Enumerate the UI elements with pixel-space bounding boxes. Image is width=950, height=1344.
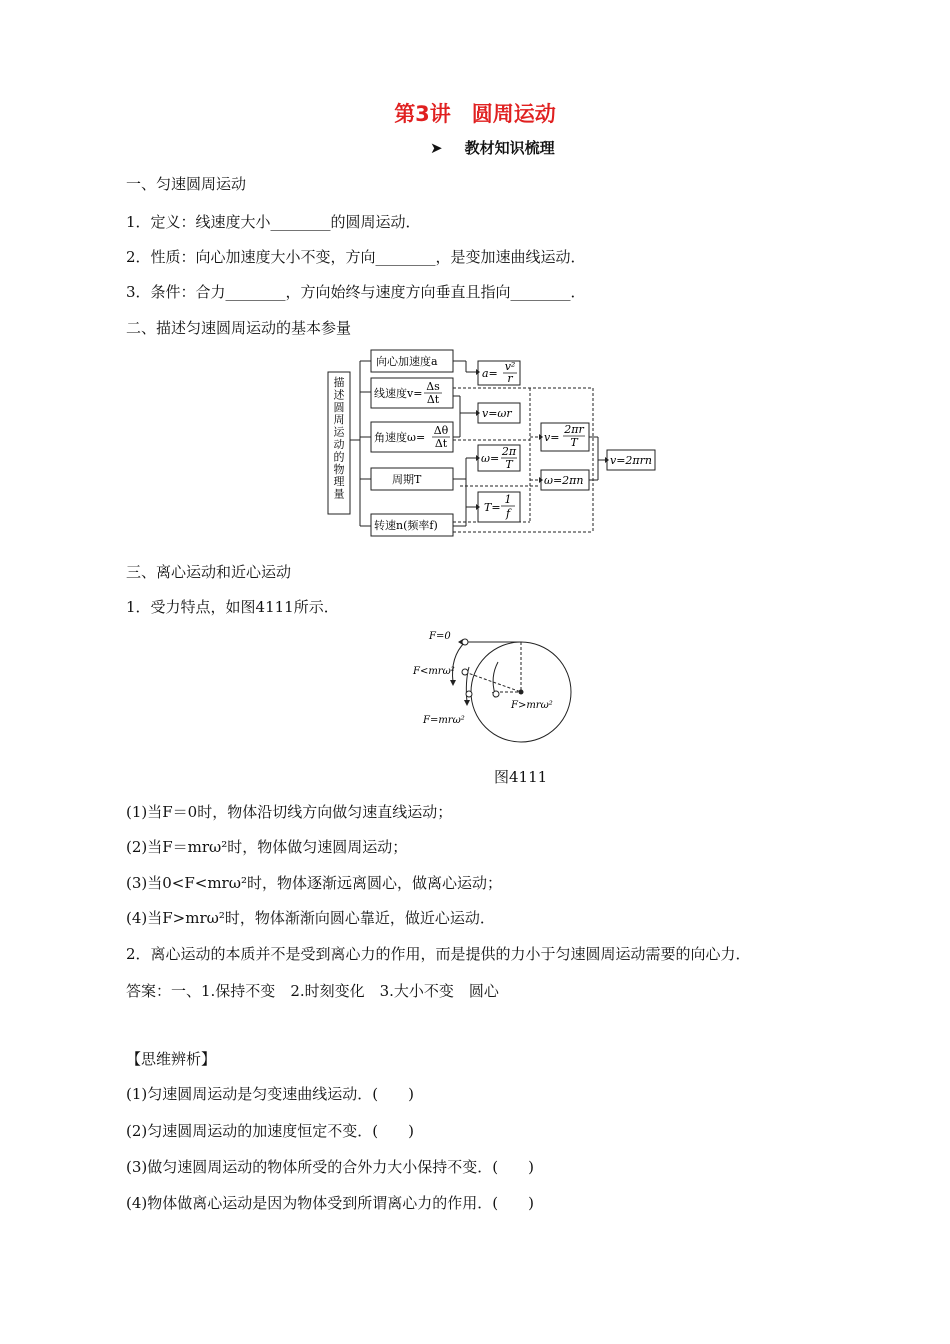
figure-caption: 图4111 [494, 768, 548, 786]
section1-item: 1．定义：线速度大小________的圆周运动． [126, 213, 421, 231]
label-angular-velocity: 角速度ω= [374, 431, 426, 444]
case-item: (1)当F＝0时，物体沿切线方向做匀速直线运动； [126, 803, 453, 821]
formula-T-f-num: 1 [504, 493, 512, 506]
formula-a: a= [482, 367, 498, 380]
section1-heading: 一、匀速圆周运动 [126, 175, 247, 193]
label-v-numerator: Δs [426, 380, 440, 393]
section3-item1: 1．受力特点，如图4111所示． [126, 598, 339, 616]
section-subtitle [430, 137, 555, 158]
formula-w-T: ω= [481, 452, 500, 465]
discussion-heading: 【思维辨析】 [126, 1050, 217, 1068]
fig-label-f0: F=0 [429, 631, 451, 642]
label-frequency: 转速n(频率f) [374, 519, 438, 532]
formula-v-T-den: T [570, 436, 578, 449]
formula-a-den: r [507, 372, 513, 385]
case-item: (3)当0<F<mrω²时，物体逐渐远离圆心，做离心运动； [126, 874, 502, 892]
formula-w-T-den: T [505, 458, 513, 471]
label-w-numerator: Δθ [433, 424, 449, 437]
label-v-denominator: Δt [426, 393, 440, 406]
section1-item: 3．条件：合力________，方向始终与速度方向垂直且指向________． [126, 283, 586, 301]
label-acceleration: 向心加速度a [376, 355, 438, 368]
centrifugal-figure [405, 622, 580, 750]
discussion-item: (3)做匀速圆周运动的物体所受的合外力大小保持不变．( ) [126, 1158, 534, 1176]
parameter-diagram [320, 340, 665, 540]
formula-v-wr: v=ωr [482, 407, 512, 420]
discussion-item: (4)物体做离心运动是因为物体受到所谓离心力的作用．( ) [126, 1194, 534, 1212]
case-item: (4)当F>mrω²时，物体渐渐向圆心靠近，做近心运动． [126, 909, 495, 927]
formula-T-f: T= [484, 501, 501, 514]
section1-item: 2．性质：向心加速度大小不变，方向________，是变加速曲线运动． [126, 248, 586, 266]
case-item: (2)当F＝mrω²时，物体做匀速圆周运动； [126, 838, 408, 856]
formula-w-n: ω=2πn [544, 474, 584, 487]
formula-v-n: v=2πrn [610, 454, 653, 467]
diagram-root-text: 描述圆周运动的物理量 [333, 376, 345, 501]
fig-label-f-equal: F=mrω² [423, 715, 465, 726]
formula-w-T-num: 2π [501, 445, 517, 458]
section3-heading: 三、离心运动和近心运动 [126, 563, 292, 581]
center-dot [519, 690, 524, 695]
label-period: 周期T [392, 473, 422, 486]
fig-label-f-greater: F>mrω² [511, 700, 553, 711]
arrow-bullet-icon: ➤ [430, 139, 443, 157]
label-linear-velocity: 线速度v= [374, 387, 423, 400]
discussion-item: (2)匀速圆周运动的加速度恒定不变．( ) [126, 1122, 414, 1140]
formula-v-T: v= [544, 431, 560, 444]
section3-item2: 2．离心运动的本质并不是受到离心力的作用，而是提供的力小于匀速圆周运动需要的向心力． [126, 945, 751, 963]
label-w-denominator: Δt [434, 437, 448, 450]
formula-a-num: v² [504, 360, 516, 373]
formula-v-T-num: 2πr [564, 423, 584, 436]
page-title: 第3讲 圆周运动 [394, 102, 556, 126]
diagram-root-label [334, 375, 346, 501]
fig-label-f-less: F<mrω² [413, 666, 455, 677]
subtitle-text: 教材知识梳理 [464, 139, 555, 157]
discussion-item: (1)匀速圆周运动是匀变速曲线运动．( ) [126, 1085, 414, 1103]
formula-T-f-den: f [505, 507, 511, 520]
section2-heading: 二、描述匀速圆周运动的基本参量 [126, 319, 352, 337]
answer-line: 答案：一、1.保持不变 2.时刻变化 3.大小不变 圆心 [126, 982, 499, 1000]
